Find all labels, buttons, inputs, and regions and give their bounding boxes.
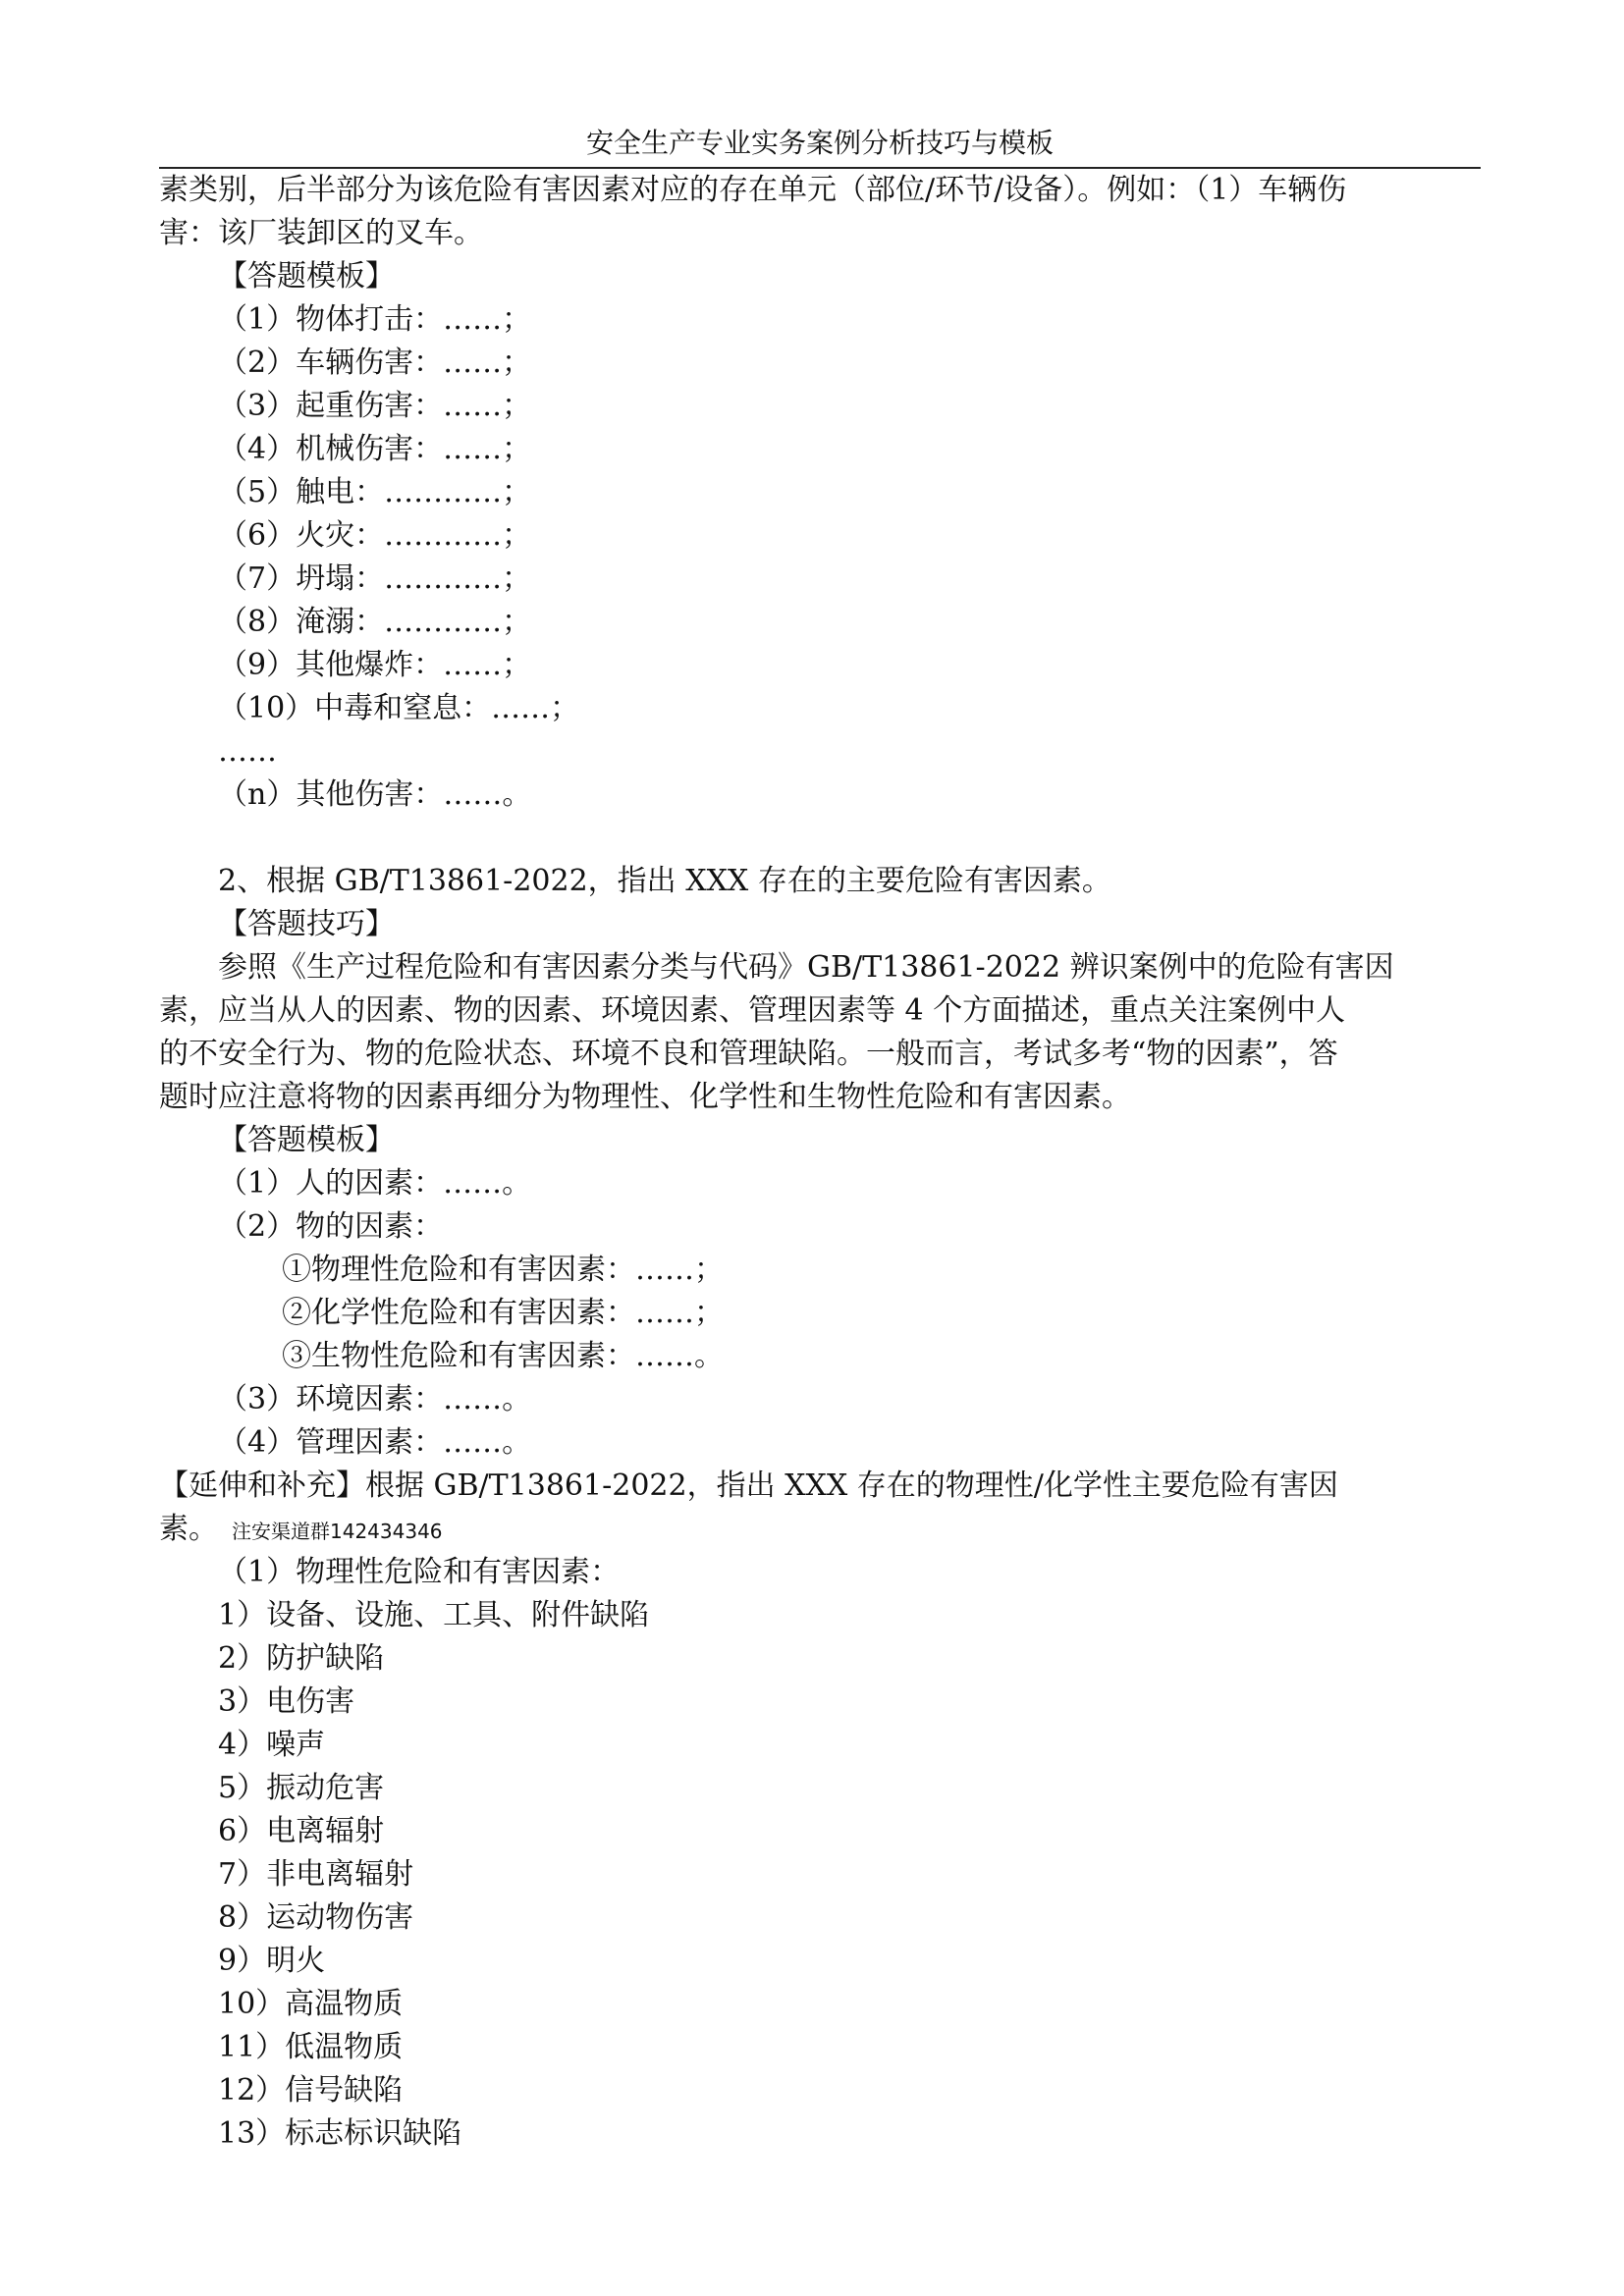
intro-line-2: 害：该厂装卸区的叉车。 <box>159 216 483 250</box>
tips-heading: 【答题技巧】 <box>218 907 395 941</box>
question-2-title: 2、根据 GB/T13861-2022，指出 XXX 存在的主要危险有害因素。 <box>218 864 1111 898</box>
physical-item: 11）低温物质 <box>218 2030 404 2064</box>
template-item: （3）起重伤害：……； <box>218 389 532 423</box>
document-body <box>159 169 1481 2156</box>
physical-item: 4）噪声 <box>218 1728 326 1762</box>
physical-item: 10）高温物质 <box>218 1987 404 2021</box>
template-heading-2: 【答题模板】 <box>218 1123 395 1157</box>
page-header-title: 安全生产专业实务案例分析技巧与模板 <box>585 127 1054 159</box>
template-heading: 【答题模板】 <box>218 259 395 294</box>
template-item: （9）其他爆炸：……； <box>218 648 532 682</box>
supplement-line-2 <box>159 1508 1481 1551</box>
intro-line-1: 素类别，后半部分为该危险有害因素对应的存在单元（部位/环节/设备）。例如：（1）车辆伤 <box>159 173 1347 207</box>
tips-line: 题时应注意将物的因素再细分为物理性、化学性和生物性危险和有害因素。 <box>159 1080 1131 1114</box>
physical-item: 3）电伤害 <box>218 1684 355 1719</box>
supplement-line-2-text: 素。 <box>159 1512 218 1546</box>
template-item: （5）触电：…………； <box>218 475 532 509</box>
template-item: （n）其他伤害：……。 <box>218 777 532 812</box>
tips-line: 参照《生产过程危险和有害因素分类与代码》GB/T13861-2022 辨识案例中的危险有害因 <box>218 950 1394 985</box>
template-item: （2）物的因素： <box>218 1209 444 1244</box>
template-item: （4）机械伤害：……； <box>218 432 532 466</box>
supplement-line-1: 【延伸和补充】根据 GB/T13861-2022，指出 XXX 存在的物理性/化学性主要危险有害因 <box>159 1468 1338 1503</box>
physical-item: 1）设备、设施、工具、附件缺陷 <box>218 1598 650 1632</box>
tips-line: 的不安全行为、物的危险状态、环境不良和管理缺陷。一般而言，考试多考“物的因素”，答 <box>159 1037 1338 1071</box>
physical-item: 9）明火 <box>218 1944 326 1978</box>
tips-line: 素，应当从人的因素、物的因素、环境因素、管理因素等 4 个方面描述，重点关注案例中人 <box>159 993 1346 1028</box>
template-sub-item: ②化学性危险和有害因素：……； <box>282 1296 724 1330</box>
template-item: （1）人的因素：……。 <box>218 1166 532 1201</box>
template-item: （8）淹溺：…………； <box>218 605 532 639</box>
physical-heading: （1）物理性危险和有害因素： <box>218 1555 621 1589</box>
template-item: （1）物体打击：……； <box>218 302 532 337</box>
physical-item: 7）非电离辐射 <box>218 1857 414 1892</box>
template-ellipsis: …… <box>218 734 277 769</box>
template-item: （4）管理因素：……。 <box>218 1425 532 1460</box>
physical-item: 13）标志标识缺陷 <box>218 2116 462 2151</box>
template-item: （6）火灾：…………； <box>218 518 532 553</box>
template-sub-item: ①物理性危险和有害因素：……； <box>282 1253 724 1287</box>
template-item: （10）中毒和窒息：……； <box>218 691 580 725</box>
physical-item: 6）电离辐射 <box>218 1814 385 1848</box>
template-item: （3）环境因素：……。 <box>218 1382 532 1416</box>
template-item: （7）坍塌：…………； <box>218 561 532 596</box>
physical-item: 12）信号缺陷 <box>218 2073 404 2108</box>
channel-note: 注安渠道群142434346 <box>232 1520 443 1543</box>
paragraph-gap <box>159 817 1481 860</box>
template-item: （2）车辆伤害：……； <box>218 346 532 380</box>
physical-item: 8）运动物伤害 <box>218 1900 414 1935</box>
physical-item: 2）防护缺陷 <box>218 1641 385 1676</box>
physical-item: 5）振动危害 <box>218 1771 385 1805</box>
template-sub-item: ③生物性危险和有害因素：……。 <box>282 1339 724 1373</box>
